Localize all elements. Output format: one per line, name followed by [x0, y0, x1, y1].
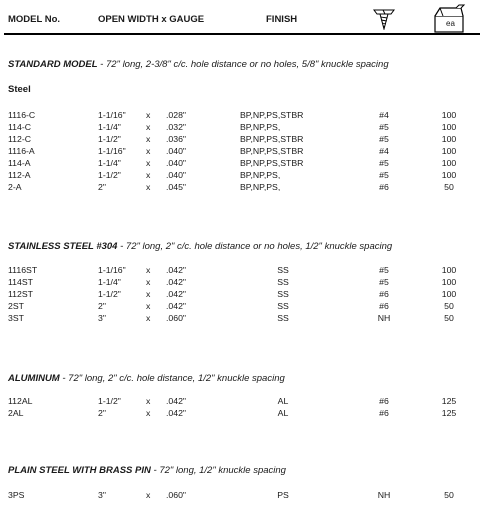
cell-x: x — [146, 396, 151, 406]
cell-x: x — [146, 122, 151, 132]
section-title-standard — [8, 59, 389, 70]
cell-screw: #4 — [379, 110, 389, 120]
cell-screw: #6 — [379, 301, 389, 311]
cell-x: x — [146, 170, 151, 180]
cell-qty: 50 — [444, 301, 454, 311]
section-title-stainless — [8, 241, 392, 252]
cell-model: 114-A — [8, 158, 31, 168]
cell-finish: PS — [277, 490, 289, 500]
cell-model: 112-A — [8, 170, 31, 180]
cell-x: x — [146, 289, 151, 299]
cell-qty: 100 — [441, 289, 457, 299]
cell-gauge: .042" — [166, 265, 186, 275]
cell-model: 2ST — [8, 301, 24, 311]
subheading-steel: Steel — [8, 84, 31, 95]
box-icon-label: ea — [446, 19, 455, 28]
cell-gauge: .042" — [166, 301, 186, 311]
cell-width: 3" — [98, 313, 106, 323]
cell-gauge: .060" — [166, 313, 186, 323]
cell-finish: BP,NP,PS,STBR — [240, 134, 304, 144]
cell-gauge: .036" — [166, 134, 186, 144]
cell-qty: 100 — [441, 134, 457, 144]
table-row — [0, 158, 484, 170]
standard-title: STANDARD MODEL — [8, 59, 98, 70]
table-row — [0, 408, 484, 420]
cell-width: 2" — [98, 182, 106, 192]
table-row — [0, 313, 484, 325]
cell-screw: #5 — [379, 122, 389, 132]
cell-finish: BP,NP,PS, — [240, 122, 281, 132]
cell-screw: #5 — [379, 134, 389, 144]
cell-qty: 100 — [441, 170, 457, 180]
cell-screw: #5 — [379, 158, 389, 168]
cell-gauge: .040" — [166, 158, 186, 168]
header-model: MODEL No. — [8, 14, 61, 25]
cell-qty: 50 — [444, 182, 454, 192]
cell-width: 1-1/2" — [98, 134, 121, 144]
cell-width: 1-1/4" — [98, 122, 121, 132]
cell-screw: #6 — [379, 396, 389, 406]
cell-qty: 100 — [441, 122, 457, 132]
cell-finish: SS — [277, 277, 289, 287]
cell-gauge: .042" — [166, 277, 186, 287]
cell-gauge: .042" — [166, 396, 186, 406]
table-row — [0, 122, 484, 134]
cell-qty: 50 — [444, 313, 454, 323]
cell-model: 114-C — [8, 122, 32, 132]
screw-icon — [372, 6, 396, 30]
cell-screw: #6 — [379, 408, 389, 418]
table-row — [0, 134, 484, 146]
cell-width: 1-1/16" — [98, 265, 126, 275]
cell-qty: 100 — [441, 265, 457, 275]
stainless-title: STAINLESS STEEL #304 — [8, 241, 118, 252]
cell-finish: SS — [277, 265, 289, 275]
header-rule — [4, 33, 480, 35]
cell-qty: 125 — [441, 396, 457, 406]
cell-width: 1-1/2" — [98, 170, 121, 180]
cell-width: 1-1/4" — [98, 158, 121, 168]
cell-screw: #5 — [379, 277, 389, 287]
cell-width: 1-1/16" — [98, 146, 126, 156]
table-row — [0, 301, 484, 313]
cell-model: 2-A — [8, 182, 22, 192]
cell-finish: AL — [277, 408, 289, 418]
cell-x: x — [146, 134, 151, 144]
cell-gauge: .045" — [166, 182, 186, 192]
cell-width: 3" — [98, 490, 106, 500]
cell-gauge: .032" — [166, 122, 186, 132]
cell-width: 1-1/16" — [98, 110, 126, 120]
cell-width: 2" — [98, 408, 106, 418]
cell-model: 1116-C — [8, 110, 36, 120]
table-row — [0, 170, 484, 182]
cell-screw: NH — [377, 313, 391, 323]
cell-x: x — [146, 110, 151, 120]
cell-model: 3ST — [8, 313, 24, 323]
cell-screw: #6 — [379, 182, 389, 192]
cell-screw: #6 — [379, 289, 389, 299]
aluminum-desc: - 72" long, 2" c/c. hole distance, 1/2" knuckle spacing — [59, 373, 285, 384]
cell-qty: 100 — [441, 110, 457, 120]
cell-gauge: .042" — [166, 408, 186, 418]
cell-qty: 125 — [441, 408, 457, 418]
cell-x: x — [146, 158, 151, 168]
table-row — [0, 182, 484, 194]
section-title-brass — [8, 465, 286, 476]
table-row — [0, 146, 484, 158]
cell-x: x — [146, 182, 151, 192]
standard-desc: - 72" long, 2-3/8" c/c. hole distance or no holes, 5/8" knuckle spacing — [97, 59, 389, 70]
cell-x: x — [146, 277, 151, 287]
header-width-gauge: OPEN WIDTH x GAUGE — [98, 14, 205, 25]
cell-model: 3PS — [8, 490, 25, 500]
cell-qty: 100 — [441, 146, 457, 156]
cell-qty: 50 — [444, 490, 454, 500]
cell-width: 1-1/4" — [98, 277, 121, 287]
cell-gauge: .040" — [166, 146, 186, 156]
cell-x: x — [146, 301, 151, 311]
box-icon — [432, 4, 466, 34]
cell-finish: BP,NP,PS, — [240, 182, 281, 192]
table-row — [0, 289, 484, 301]
cell-gauge: .060" — [166, 490, 186, 500]
cell-finish: SS — [277, 301, 289, 311]
cell-finish: BP,NP,PS, — [240, 170, 281, 180]
table-row — [0, 277, 484, 289]
aluminum-title: ALUMINUM — [8, 373, 60, 384]
cell-qty: 100 — [441, 158, 457, 168]
cell-width: 1-1/2" — [98, 289, 121, 299]
cell-qty: 100 — [441, 277, 457, 287]
cell-finish: BP,NP,PS,STBR — [240, 158, 304, 168]
cell-width: 1-1/2" — [98, 396, 121, 406]
table-row — [0, 110, 484, 122]
cell-x: x — [146, 490, 151, 500]
cell-model: 112-C — [8, 134, 32, 144]
header-finish: FINISH — [266, 14, 298, 25]
cell-model: 114ST — [8, 277, 33, 287]
cell-screw: NH — [377, 490, 391, 500]
cell-model: 112AL — [8, 396, 33, 406]
brass-title: PLAIN STEEL WITH BRASS PIN — [8, 465, 151, 476]
cell-model: 1116-A — [8, 146, 35, 156]
section-title-aluminum — [8, 373, 285, 384]
cell-x: x — [146, 146, 151, 156]
cell-model: 1116ST — [8, 265, 38, 275]
cell-model: 2AL — [8, 408, 24, 418]
table-row — [0, 490, 484, 502]
cell-screw: #5 — [379, 265, 389, 275]
cell-gauge: .042" — [166, 289, 186, 299]
cell-finish: SS — [277, 313, 289, 323]
cell-x: x — [146, 313, 151, 323]
cell-finish: BP,NP,PS,STBR — [240, 146, 304, 156]
cell-screw: #5 — [379, 170, 389, 180]
cell-finish: SS — [277, 289, 289, 299]
cell-screw: #4 — [379, 146, 389, 156]
cell-finish: BP,NP,PS,STBR — [240, 110, 304, 120]
cell-gauge: .028" — [166, 110, 186, 120]
cell-x: x — [146, 265, 151, 275]
brass-desc: - 72" long, 1/2" knuckle spacing — [150, 465, 286, 476]
cell-finish: AL — [277, 396, 289, 406]
cell-width: 2" — [98, 301, 106, 311]
cell-gauge: .040" — [166, 170, 186, 180]
table-row — [0, 396, 484, 408]
cell-model: 112ST — [8, 289, 33, 299]
cell-x: x — [146, 408, 151, 418]
stainless-desc: - 72" long, 2" c/c. hole distance or no holes, 1/2" knuckle spacing — [117, 241, 393, 252]
table-row — [0, 265, 484, 277]
